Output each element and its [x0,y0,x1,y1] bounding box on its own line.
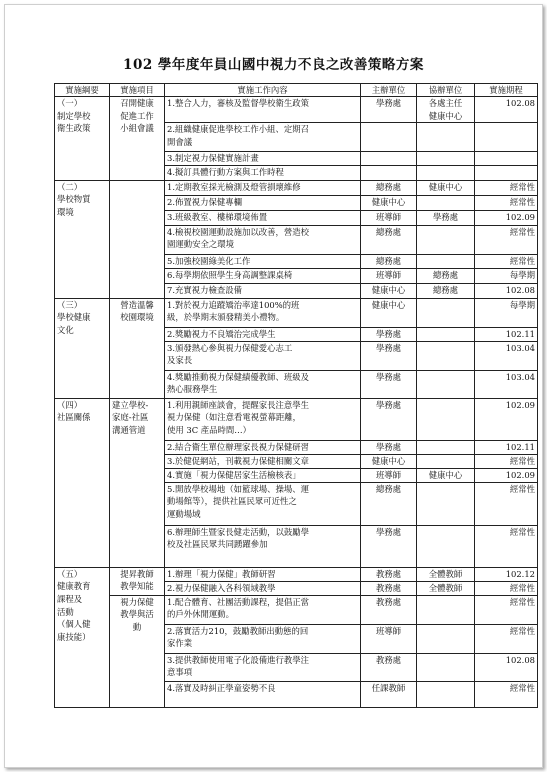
schedule-cell: 經常性 [475,581,538,595]
work-content-cell: 2.組織健康促進學校工作小組、定期召 開會議 [165,123,361,152]
schedule-cell: 經常性 [475,254,538,268]
lead-dept-cell: 班導師 [361,210,417,225]
co-dept-cell: 健康中心 [417,468,475,482]
work-content-cell: 2.視力保健融入各科領域教學 [165,581,361,595]
lead-dept-cell: 健康中心 [361,283,417,298]
co-dept-cell: 總務處 [417,268,475,283]
lead-dept-cell: 健康中心 [361,195,417,210]
co-dept-cell [417,653,475,681]
co-dept-cell: 全體教師 [417,567,475,581]
schedule-cell: 經常性 [475,681,538,707]
co-dept-cell [417,225,475,254]
schedule-cell [475,152,538,166]
table-body [55,97,538,708]
lead-dept-cell: 學務處 [361,327,417,341]
item-cell [110,180,165,298]
table-row [55,298,538,327]
co-dept-cell [417,595,475,624]
work-content-cell: 1.辦理「視力保健」教師研習 [165,567,361,581]
co-dept-cell [417,440,475,454]
lead-dept-cell: 總務處 [361,482,417,525]
co-dept-cell: 各處主任 健康中心 [417,97,475,123]
item-cell: 視力保健 教學與活 動 [110,595,165,707]
lead-dept-cell: 學務處 [361,525,417,567]
work-content-cell: 2.獎勵視力不良矯治完成學生 [165,327,361,341]
lead-dept-cell: 學務處 [361,398,417,440]
co-dept-cell [417,341,475,370]
schedule-cell: 經常性 [475,595,538,624]
table-row [55,595,538,624]
dimension-cell: （五） 健康教育 課程及 活動 （個人健 康技能） [55,567,110,707]
work-content-cell: 3.提供教師使用電子化設備進行教學注 意事項 [165,653,361,681]
lead-dept-cell: 班導師 [361,468,417,482]
work-content-cell: 1.整合人力，審核及監督學校衛生政策 [165,97,361,123]
co-dept-cell [417,327,475,341]
co-dept-cell: 全體教師 [417,581,475,595]
schedule-cell: 103.04 [475,370,538,398]
co-dept-cell: 健康中心 [417,180,475,195]
work-content-cell: 5.加強校園綠美化工作 [165,254,361,268]
lead-dept-cell: 總務處 [361,225,417,254]
lead-dept-cell: 班導師 [361,624,417,653]
co-dept-cell [417,152,475,166]
item-cell: 提昇教師 教學知能 [110,567,165,595]
work-content-cell: 4.檢視校園運動設施加以改善，營造校 園運動安全之環境 [165,225,361,254]
schedule-cell: 經常性 [475,525,538,567]
work-content-cell: 3.制定視力保健實施計畫 [165,152,361,166]
schedule-cell: 每學期 [475,268,538,283]
lead-dept-cell: 總務處 [361,180,417,195]
schedule-cell: 102.09 [475,398,538,440]
strategy-table [54,83,538,708]
schedule-cell: 102.12 [475,567,538,581]
header-dept: 主辦單位 [361,84,417,97]
item-cell: 召開健康 促進工作 小組會議 [110,97,165,181]
lead-dept-cell: 學務處 [361,370,417,398]
schedule-cell [475,165,538,180]
schedule-cell: 經常性 [475,454,538,468]
co-dept-cell [417,454,475,468]
work-content-cell: 6.辦理師生暨家長健走活動，以鼓勵學 校及社區民眾共同踴躍參加 [165,525,361,567]
header-work: 實施工作內容 [165,84,361,97]
work-content-cell: 3.於健促網站，刊載視力保健相關文章 [165,454,361,468]
co-dept-cell [417,298,475,327]
table-row [55,398,538,440]
co-dept-cell [417,370,475,398]
work-content-cell: 2.佈置視力保健專欄 [165,195,361,210]
lead-dept-cell: 學務處 [361,440,417,454]
schedule-cell: 經常性 [475,225,538,254]
work-content-cell: 1.對於視力追蹤矯治率達100%的班 級，於學期末頒發精美小禮物。 [165,298,361,327]
lead-dept-cell: 任課教師 [361,681,417,707]
schedule-cell: 每學期 [475,298,538,327]
dimension-cell: （三） 學校健康 文化 [55,298,110,398]
lead-dept-cell: 健康中心 [361,454,417,468]
co-dept-cell: 學務處 [417,210,475,225]
co-dept-cell [417,482,475,525]
table-row [55,567,538,581]
lead-dept-cell [361,165,417,180]
item-cell: 營造溫馨 校園環境 [110,298,165,398]
table-row [55,97,538,123]
work-content-cell: 1.配合體育、社團活動課程，提倡正當 的戶外休閒運動。 [165,595,361,624]
document-page [4,4,543,768]
work-content-cell: 3.頒發熱心參與視力保健愛心志工 及家長 [165,341,361,370]
schedule-cell: 102.08 [475,653,538,681]
schedule-cell: 經常性 [475,482,538,525]
schedule-cell: 經常性 [475,180,538,195]
lead-dept-cell: 總務處 [361,254,417,268]
lead-dept-cell: 班導師 [361,268,417,283]
work-content-cell: 1.定期教室採光檢測及燈管損壞維修 [165,180,361,195]
work-content-cell: 4.實施「視力保健居家生活檢核表」 [165,468,361,482]
schedule-cell: 經常性 [475,624,538,653]
header-item: 實施項目 [110,84,165,97]
co-dept-cell [417,165,475,180]
lead-dept-cell: 教務處 [361,653,417,681]
work-content-cell: 4.落實及時糾正學童姿勢不良 [165,681,361,707]
work-content-cell: 5.開放學校場地（如籃球場、操場、運 動場館等），提供社區民眾可近性之 運動場域 [165,482,361,525]
co-dept-cell [417,123,475,152]
schedule-cell: 102.11 [475,440,538,454]
co-dept-cell [417,681,475,707]
item-cell: 建立學校- 家庭-社區 溝通管道 [110,398,165,567]
lead-dept-cell: 教務處 [361,581,417,595]
lead-dept-cell [361,152,417,166]
header-schedule: 實施期程 [475,84,538,97]
dimension-cell: （四） 社區關係 [55,398,110,567]
lead-dept-cell: 學務處 [361,97,417,123]
work-content-cell: 4.擬訂具體行動方案與工作時程 [165,165,361,180]
lead-dept-cell: 教務處 [361,567,417,581]
work-content-cell: 6.每學期依照學生身高調整課桌椅 [165,268,361,283]
lead-dept-cell: 健康中心 [361,298,417,327]
work-content-cell: 7.充實視力檢查設備 [165,283,361,298]
dimension-cell: （二） 學校物質 環境 [55,180,110,298]
table-header-row [55,84,538,97]
co-dept-cell [417,254,475,268]
page-title: 102 學年度年員山國中視力不良之改善策略方案 [123,57,424,73]
work-content-cell: 4.獎勵推動視力保健績優教師、班級及 熱心服務學生 [165,370,361,398]
schedule-cell: 102.09 [475,210,538,225]
schedule-cell: 102.09 [475,468,538,482]
lead-dept-cell [361,123,417,152]
work-content-cell: 2.結合衛生單位辦理家長視力保健研習 [165,440,361,454]
co-dept-cell: 總務處 [417,283,475,298]
schedule-cell [475,123,538,152]
schedule-cell: 102.11 [475,327,538,341]
co-dept-cell [417,624,475,653]
work-content-cell: 3.班級教室、樓梯環境佈置 [165,210,361,225]
header-dimension: 實施綱要 [55,84,110,97]
co-dept-cell [417,195,475,210]
work-content-cell: 2.落實活力210，鼓勵教師出動態的回 家作業 [165,624,361,653]
lead-dept-cell: 教務處 [361,595,417,624]
header-co-dept: 協辦單位 [417,84,475,97]
co-dept-cell [417,398,475,440]
lead-dept-cell: 學務處 [361,341,417,370]
work-content-cell: 1.利用親師座談會，提醒家長注意學生 視力保健（如注意看電視螢幕距離， 使用 3C 產品時間…） [165,398,361,440]
co-dept-cell [417,525,475,567]
schedule-cell: 102.08 [475,283,538,298]
table-row [55,180,538,195]
schedule-cell: 103.04 [475,341,538,370]
dimension-cell: （一） 制定學校 衛生政策 [55,97,110,181]
schedule-cell: 102.08 [475,97,538,123]
schedule-cell: 經常性 [475,195,538,210]
